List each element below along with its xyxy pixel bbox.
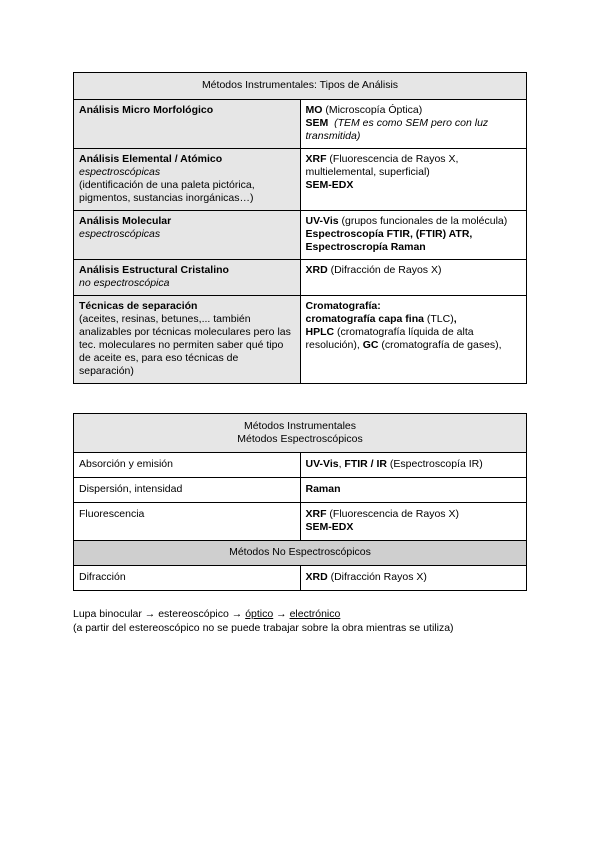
footer-text: Lupa binocular → estereoscópico → xyxy=(73,608,246,620)
technique-name: SEM-EDX xyxy=(305,179,354,191)
table-row xyxy=(74,566,527,591)
footer-line-2: (a partir del estereoscópico no se puede trabajar sobre la obra mientras se utiliza) xyxy=(73,622,454,634)
row-value-cell xyxy=(300,566,527,591)
technique-desc: (Difracción Rayos X) xyxy=(327,571,427,583)
row-title: Análisis Micro Morfológico xyxy=(79,104,214,116)
row-title: Análisis Elemental / Atómico xyxy=(79,153,223,165)
spectroscopic-methods-table xyxy=(73,413,527,591)
footer-arrow: → xyxy=(273,608,290,620)
technique-note: (TEM es como SEM pero con luz transmitida) xyxy=(305,117,489,142)
table-title-line: Métodos Espectroscópicos xyxy=(237,433,363,445)
technique-desc: (cromatografía de gases), xyxy=(378,339,502,351)
technique-name: UV-Vis xyxy=(305,215,339,227)
row-value-cell xyxy=(300,478,527,503)
technique-name: UV-Vis xyxy=(305,458,339,470)
table-row xyxy=(74,260,527,296)
table-row xyxy=(74,296,527,384)
row-label-cell xyxy=(74,296,301,384)
technique-desc: (Espectroscopía IR) xyxy=(387,458,483,470)
table-row xyxy=(74,100,527,149)
technique-name: XRD xyxy=(305,264,328,276)
row-value-cell xyxy=(300,296,527,384)
row-value-cell xyxy=(300,503,527,541)
footer-underlined: óptico xyxy=(245,608,274,620)
technique-desc: (cromatografía líquida de alta resolución), xyxy=(305,326,474,351)
row-label-cell: Fluorescencia xyxy=(74,503,301,541)
row-subtitle: no espectroscópica xyxy=(79,277,170,289)
technique-desc: (grupos funcionales de la molécula) xyxy=(338,215,508,227)
table-title-line: Métodos Instrumentales xyxy=(243,420,357,432)
row-label-cell xyxy=(74,149,301,211)
row-title: Técnicas de separación xyxy=(79,300,198,312)
technique-name: GC xyxy=(362,339,379,351)
technique-name: Cromatografía: xyxy=(305,300,381,312)
row-label-cell xyxy=(74,211,301,260)
technique-desc: (Fluorescencia de Rayos X) xyxy=(326,508,459,520)
row-label-cell xyxy=(74,100,301,149)
footer-underlined: electrónico xyxy=(289,608,341,620)
technique-name: Raman xyxy=(305,483,341,495)
row-subtitle: espectroscópicas xyxy=(79,228,161,240)
table-row xyxy=(74,453,527,478)
analysis-types-table xyxy=(73,72,527,384)
table-subheader: Métodos No Espectroscópicos xyxy=(74,541,527,566)
row-value-cell xyxy=(300,453,527,478)
row-value-cell xyxy=(300,211,527,260)
technique-name: MO xyxy=(305,104,323,116)
document-page xyxy=(73,72,527,635)
table-row xyxy=(74,503,527,541)
technique-name: XRD xyxy=(305,571,328,583)
row-label-cell: Difracción xyxy=(74,566,301,591)
punctuation: , xyxy=(453,313,457,325)
technique-desc: (Fluorescencia de Rayos X, multielemental, superficial) xyxy=(305,153,459,178)
footer-line-1 xyxy=(73,607,527,621)
technique-name: XRF xyxy=(305,508,327,520)
technique-name: Espectroscopía FTIR, (FTIR) ATR, xyxy=(305,228,473,240)
technique-desc: (Difracción de Rayos X) xyxy=(327,264,442,276)
row-note: (aceites, resinas, betunes,... también analizables por técnicas moleculares pero las tec. moleculares no permiten saber qué tipo de aceite es, para eso técnicas de separación) xyxy=(79,313,291,377)
table-row xyxy=(74,211,527,260)
row-value-cell xyxy=(300,149,527,211)
table-row xyxy=(74,478,527,503)
separator: , xyxy=(338,458,345,470)
row-title: Análisis Molecular xyxy=(79,215,172,227)
technique-name: XRF xyxy=(305,153,327,165)
row-label-cell xyxy=(74,260,301,296)
row-value-cell xyxy=(300,100,527,149)
technique-desc: (TLC) xyxy=(423,313,454,325)
row-label-cell: Absorción y emisión xyxy=(74,453,301,478)
technique-name: cromatografía capa fina xyxy=(305,313,424,325)
row-subtitle: espectroscópicas xyxy=(79,166,161,178)
row-title: Análisis Estructural Cristalino xyxy=(79,264,229,276)
technique-name: SEM-EDX xyxy=(305,521,354,533)
row-value-cell xyxy=(300,260,527,296)
table-row xyxy=(74,149,527,211)
table-title xyxy=(74,414,527,453)
technique-name: Espectroscropía Raman xyxy=(305,241,426,253)
footer-notes xyxy=(73,607,527,635)
table-title: Métodos Instrumentales: Tipos de Análisis xyxy=(74,73,527,100)
row-note: (identificación de una paleta pictórica, pigmentos, sustancias inorgánicas…) xyxy=(79,179,255,204)
technique-name: HPLC xyxy=(305,326,335,338)
technique-name: FTIR / IR xyxy=(344,458,388,470)
technique-desc: (Microscopía Óptica) xyxy=(322,104,423,116)
row-label-cell: Dispersión, intensidad xyxy=(74,478,301,503)
technique-name: SEM xyxy=(305,117,329,129)
